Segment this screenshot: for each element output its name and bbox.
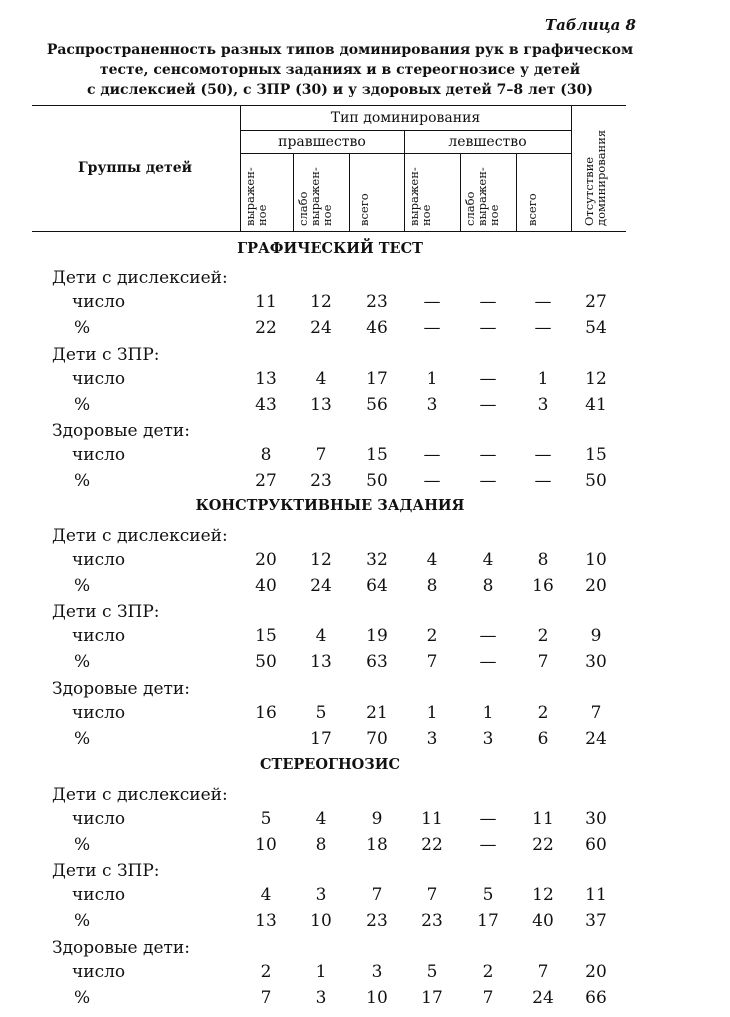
table-cell: 13 <box>255 369 277 389</box>
table-cell: 2 <box>426 626 438 646</box>
table-cell: — <box>423 318 441 338</box>
table-cell: 50 <box>366 471 388 491</box>
header-dominance-type: Тип доминирования <box>330 110 481 126</box>
group-label: Здоровые дети: <box>52 938 190 958</box>
table-cell: 54 <box>585 318 607 338</box>
table-cell: 8 <box>315 835 327 855</box>
group-label: Дети с ЗПР: <box>52 345 160 365</box>
table-cell: 7 <box>371 885 383 905</box>
table-cell: 2 <box>537 626 549 646</box>
table-cell: 23 <box>310 471 332 491</box>
table-title-line-3: с дислексией (50), с ЗПР (30) и у здоровых детей 7–8 лет (30) <box>86 82 594 98</box>
col-divider-2 <box>293 153 294 231</box>
table-cell: 7 <box>537 652 549 672</box>
group-label: Здоровые дети: <box>52 679 190 699</box>
table-cell: — <box>423 471 441 491</box>
row-label: % <box>74 395 91 415</box>
table-title-line-1: Распространенность разных типов доминирования рук в графическом <box>46 42 634 58</box>
table-cell: 16 <box>532 576 554 596</box>
table-cell: 20 <box>585 962 607 982</box>
table-cell: 7 <box>482 988 494 1008</box>
header-right-pronounced: выражен-ное <box>243 167 269 226</box>
table-cell: 20 <box>585 576 607 596</box>
table-cell: 43 <box>255 395 277 415</box>
table-cell: 15 <box>255 626 277 646</box>
table-cell: 3 <box>315 885 327 905</box>
row-label: % <box>74 988 91 1008</box>
table-cell: 10 <box>255 835 277 855</box>
table-cell: 7 <box>537 962 549 982</box>
table-cell: 7 <box>315 445 327 465</box>
table-cell: 63 <box>366 652 388 672</box>
table-cell: 4 <box>315 809 327 829</box>
table-cell: 4 <box>426 550 438 570</box>
table-cell: 6 <box>537 729 549 749</box>
table-cell: 5 <box>260 809 272 829</box>
table-cell: 40 <box>532 911 554 931</box>
table-cell: 37 <box>585 911 607 931</box>
header-groups: Группы детей <box>78 160 193 176</box>
table-cell: 4 <box>315 626 327 646</box>
table-cell: 17 <box>421 988 443 1008</box>
table-cell: 7 <box>426 885 438 905</box>
table-cell: 13 <box>255 911 277 931</box>
table-cell: 8 <box>482 576 494 596</box>
row-label: % <box>74 471 91 491</box>
table-cell: 23 <box>366 292 388 312</box>
table-cell: 40 <box>255 576 277 596</box>
table-cell: 7 <box>260 988 272 1008</box>
table-cell: — <box>534 318 552 338</box>
header-rule-dominance <box>240 130 571 131</box>
row-label: % <box>74 835 91 855</box>
table-title-line-2: тесте, сенсомоторных заданиях и в стереогнозисе у детей <box>99 62 581 78</box>
table-cell: 23 <box>366 911 388 931</box>
table-cell: 16 <box>255 703 277 723</box>
table-cell: 2 <box>537 703 549 723</box>
table-cell: 18 <box>366 835 388 855</box>
table-cell: 3 <box>371 962 383 982</box>
row-label: число <box>72 369 126 389</box>
table-cell: 12 <box>310 550 332 570</box>
table-cell: 17 <box>477 911 499 931</box>
table-cell: 11 <box>421 809 443 829</box>
col-divider-3 <box>349 153 350 231</box>
table-cell: 10 <box>310 911 332 931</box>
table-cell: 3 <box>426 729 438 749</box>
group-label: Дети с дислексией: <box>52 785 228 805</box>
header-top-rule <box>32 105 626 106</box>
col-divider-6 <box>516 153 517 231</box>
table-cell: 1 <box>315 962 327 982</box>
table-cell: 1 <box>482 703 494 723</box>
table-cell: 24 <box>585 729 607 749</box>
table-number: Таблица 8 <box>544 16 636 34</box>
header-right-total: всего <box>357 193 371 226</box>
row-label: % <box>74 729 91 749</box>
table-cell: 24 <box>310 318 332 338</box>
table-cell: 46 <box>366 318 388 338</box>
table-cell: 10 <box>585 550 607 570</box>
table-cell: 60 <box>585 835 607 855</box>
table-cell: — <box>534 471 552 491</box>
table-cell: 3 <box>482 729 494 749</box>
table-cell: 11 <box>255 292 277 312</box>
table-cell: 4 <box>260 885 272 905</box>
table-cell: — <box>479 318 497 338</box>
table-cell: — <box>479 445 497 465</box>
table-cell: 50 <box>255 652 277 672</box>
table-cell: 13 <box>310 395 332 415</box>
table-cell: 4 <box>315 369 327 389</box>
table-cell: 3 <box>426 395 438 415</box>
table-cell: — <box>479 809 497 829</box>
header-left-handed: левшество <box>448 134 527 150</box>
col-divider-7 <box>571 105 572 231</box>
row-label: число <box>72 550 126 570</box>
table-cell: 41 <box>585 395 607 415</box>
table-cell: 1 <box>426 369 438 389</box>
row-label: число <box>72 445 126 465</box>
table-cell: 12 <box>310 292 332 312</box>
table-cell: 11 <box>585 885 607 905</box>
header-left-pronounced: выражен-ное <box>407 167 433 226</box>
table-cell: 1 <box>537 369 549 389</box>
table-cell: 24 <box>532 988 554 1008</box>
table-cell: — <box>479 395 497 415</box>
row-label: % <box>74 576 91 596</box>
table-cell: 7 <box>590 703 602 723</box>
table-cell: 3 <box>315 988 327 1008</box>
table-cell: — <box>534 445 552 465</box>
table-cell: 13 <box>310 652 332 672</box>
section-title: КОНСТРУКТИВНЫЕ ЗАДАНИЯ <box>195 497 465 514</box>
header-bottom-rule <box>32 231 626 232</box>
table-cell: 4 <box>482 550 494 570</box>
table-cell: 66 <box>585 988 607 1008</box>
table-cell: 30 <box>585 652 607 672</box>
table-cell: 22 <box>532 835 554 855</box>
table-cell: 7 <box>426 652 438 672</box>
table-cell: 27 <box>585 292 607 312</box>
table-cell: 27 <box>255 471 277 491</box>
group-label: Дети с ЗПР: <box>52 602 160 622</box>
table-cell: 21 <box>366 703 388 723</box>
row-label: % <box>74 652 91 672</box>
table-cell: — <box>423 292 441 312</box>
table-cell: 32 <box>366 550 388 570</box>
table-cell: — <box>479 292 497 312</box>
table-cell: — <box>479 471 497 491</box>
row-label: число <box>72 292 126 312</box>
group-label: Дети с дислексией: <box>52 526 228 546</box>
header-left-total: всего <box>525 193 539 226</box>
section-title: ГРАФИЧЕСКИЙ ТЕСТ <box>237 240 423 257</box>
row-label: число <box>72 703 126 723</box>
header-right-weak: слабо выражен-ное <box>296 167 334 226</box>
table-cell: 11 <box>532 809 554 829</box>
table-cell: — <box>423 445 441 465</box>
section-title: СТЕРЕОГНОЗИС <box>259 756 400 773</box>
table-cell: 19 <box>366 626 388 646</box>
table-cell: 22 <box>421 835 443 855</box>
table-cell: 5 <box>426 962 438 982</box>
row-label: % <box>74 911 91 931</box>
table-cell: 56 <box>366 395 388 415</box>
table-cell: 30 <box>585 809 607 829</box>
table-cell: 17 <box>310 729 332 749</box>
table-cell: 3 <box>537 395 549 415</box>
table-cell: 12 <box>585 369 607 389</box>
row-label: число <box>72 885 126 905</box>
table-cell: 17 <box>366 369 388 389</box>
col-divider-5 <box>460 153 461 231</box>
header-right-handed: правшество <box>278 134 366 150</box>
table-cell: 1 <box>426 703 438 723</box>
row-label: число <box>72 809 126 829</box>
table-cell: 50 <box>585 471 607 491</box>
table-cell: 15 <box>366 445 388 465</box>
table-cell: 8 <box>537 550 549 570</box>
table-cell: 12 <box>532 885 554 905</box>
table-cell: 15 <box>585 445 607 465</box>
header-no-dominance: Отсутствие доминирования <box>582 129 608 226</box>
group-label: Дети с ЗПР: <box>52 861 160 881</box>
table-cell: 22 <box>255 318 277 338</box>
header-rule-sides <box>240 153 571 154</box>
table-cell: 64 <box>366 576 388 596</box>
table-cell: 8 <box>260 445 272 465</box>
group-label: Здоровые дети: <box>52 421 190 441</box>
row-label: % <box>74 318 91 338</box>
table-cell: — <box>534 292 552 312</box>
table-cell: 70 <box>366 729 388 749</box>
table-cell: 9 <box>371 809 383 829</box>
table-cell: 2 <box>260 962 272 982</box>
table-cell: 2 <box>482 962 494 982</box>
table-cell: — <box>479 626 497 646</box>
table-cell: — <box>479 369 497 389</box>
table-cell: 5 <box>482 885 494 905</box>
header-left-weak: слабо выражен-ное <box>463 167 501 226</box>
table-cell: — <box>479 835 497 855</box>
row-label: число <box>72 626 126 646</box>
row-label: число <box>72 962 126 982</box>
table-cell: 20 <box>255 550 277 570</box>
table-cell: 23 <box>421 911 443 931</box>
table-cell: 10 <box>366 988 388 1008</box>
table-cell: — <box>479 652 497 672</box>
group-label: Дети с дислексией: <box>52 268 228 288</box>
table-cell: 9 <box>590 626 602 646</box>
table-cell: 24 <box>310 576 332 596</box>
table-cell: 5 <box>315 703 327 723</box>
table-cell: 8 <box>426 576 438 596</box>
